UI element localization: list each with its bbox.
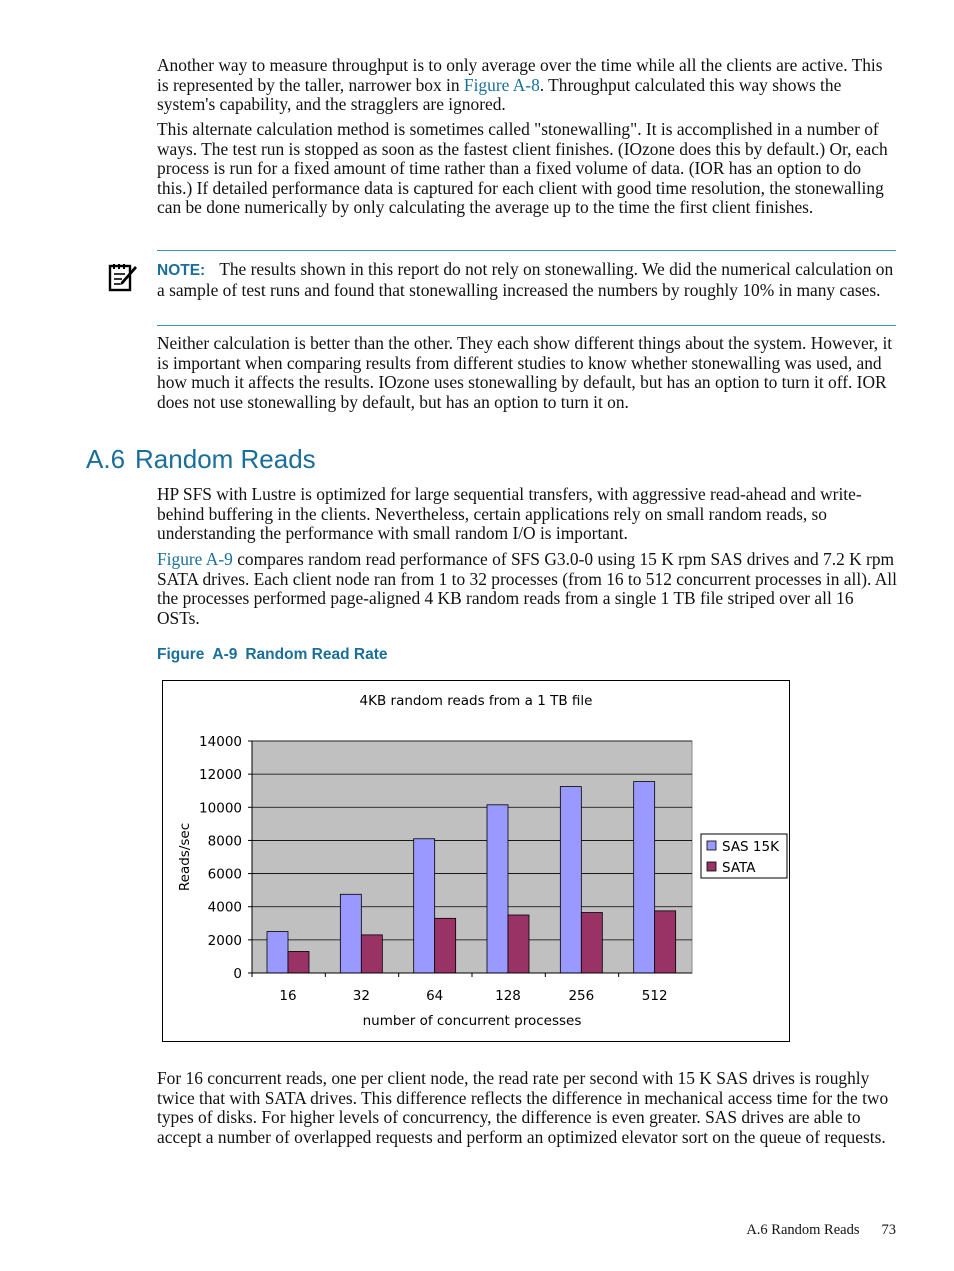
- legend-label-sata: SATA: [722, 860, 756, 876]
- note-text: The results shown in this report do not rely on stonewalling. We did the numerical calculation on a sample of test runs and found that stonewalling increased the numbers by roughly 10% in many cases.: [157, 259, 894, 300]
- y-tick-label: 8000: [207, 833, 242, 850]
- y-tick-label: 2000: [207, 932, 242, 949]
- note-label: NOTE:: [157, 262, 206, 279]
- figure-a8-link[interactable]: Figure A-8: [463, 74, 540, 95]
- bar-sata-16: [288, 951, 309, 973]
- bar-sas-512: [634, 782, 655, 973]
- bar-sas-256: [560, 787, 581, 973]
- page-footer: [700, 1222, 896, 1239]
- bar-sata-64: [435, 918, 456, 973]
- figure-caption: Figure A-9 Random Read Rate: [157, 646, 388, 663]
- figure-a9-link[interactable]: Figure A-9: [157, 549, 233, 569]
- bar-sas-16: [267, 932, 288, 973]
- note-top-rule: [157, 250, 896, 251]
- bar-sas-32: [340, 894, 361, 973]
- page-number: 73: [881, 1222, 896, 1238]
- y-tick-label: 6000: [207, 866, 242, 883]
- chart-svg: [163, 681, 789, 1041]
- x-tick-label: 64: [426, 988, 444, 1004]
- chart-title: 4KB random reads from a 1 TB file: [359, 693, 593, 709]
- chart-legend: [701, 834, 787, 878]
- paragraph-comparison: Neither calculation is better than the other. They each show different things about the system. However, it is important when comparing results from different studies to know whether stonewalling was used, and how much it affects the results. IOzone uses stonewalling by default, but has an option to turn it off. IOR does not use stonewalling by default, but has an option to turn it on.: [157, 333, 893, 412]
- paragraph-throughput: Another way to measure throughput is to only average over the time while all the clients are active. This is represented by the taller, narrower box in Figure A-8. Throughput calculated this way shows the system's capability, and the stragglers are ignored.: [157, 55, 883, 115]
- legend-label-sas: SAS 15K: [722, 839, 779, 855]
- x-tick-label: 256: [568, 988, 595, 1004]
- plot-area: [252, 741, 692, 973]
- bar-sata-256: [581, 913, 602, 973]
- bar-sata-32: [361, 935, 382, 973]
- footer-section: A.6 Random Reads: [746, 1222, 860, 1238]
- bar-sas-64: [414, 839, 435, 973]
- bar-sas-128: [487, 805, 508, 973]
- y-tick-label: 14000: [199, 734, 242, 750]
- bar-sata-128: [508, 915, 529, 973]
- note-pencil-icon: [108, 262, 138, 294]
- section-heading: [86, 444, 316, 475]
- x-tick-label: 512: [641, 988, 668, 1004]
- paragraph-stonewalling: This alternate calculation method is sometimes called "stonewalling". It is accomplished in a number of ways. The test run is stopped as soon as the fastest client finishes. (IOzone does this by default.) Or, each process is run for a fixed amount of time rather than a fixed volume of data. (IOR has an option to do this.) If detailed performance data is captured for each client with good time resolution, the stonewalling can be done numerically by only calculating the average up to the time the first client finishes.: [157, 119, 888, 218]
- legend-swatch-sata: [707, 862, 716, 871]
- y-axis-label: Reads/sec: [177, 822, 193, 892]
- y-tick-label: 12000: [199, 767, 242, 784]
- x-tick-label: 32: [352, 988, 370, 1004]
- y-tick-label: 10000: [199, 800, 242, 817]
- paragraph-figure-intro: Figure A-9 compares random read performance of SFS G3.0-0 using 15 K rpm SAS drives and 7.2 K rpm SATA drives. Each client node ran from 1 to 32 processes (from 16 to 512 concurrent processes in all). All the processes performed page-aligned 4 KB random reads from a single 1 TB file striped over all 16 OSTs.: [157, 549, 897, 628]
- bar-sata-512: [655, 911, 676, 973]
- x-tick-label: 128: [495, 988, 521, 1004]
- x-axis-label: number of concurrent processes: [362, 1013, 582, 1029]
- note-block: [157, 260, 897, 300]
- x-tick-label: 16: [279, 988, 297, 1004]
- note-bottom-rule: [157, 325, 896, 326]
- section-title: Random Reads: [135, 444, 316, 474]
- random-read-chart: [162, 680, 790, 1042]
- paragraph-concurrency: For 16 concurrent reads, one per client node, the read rate per second with 15 K SAS drives is roughly twice that with SATA drives. This difference reflects the difference in mechanical access time for the two types of disks. For higher levels of concurrency, the difference is even greater. SAS drives are able to accept a number of overlapped requests and perform an optimized elevator sort on the queue of requests.: [157, 1068, 889, 1147]
- y-tick-label: 0: [233, 966, 242, 982]
- paragraph-hp-sfs: HP SFS with Lustre is optimized for large sequential transfers, with aggressive read-ahead and write-behind buffering in the clients. Nevertheless, certain applications rely on small random reads, so understanding the performance with small random I/O is important.: [157, 484, 862, 544]
- y-tick-label: 4000: [207, 899, 242, 916]
- legend-swatch-sas: [707, 841, 716, 850]
- section-number: A.6: [86, 444, 126, 474]
